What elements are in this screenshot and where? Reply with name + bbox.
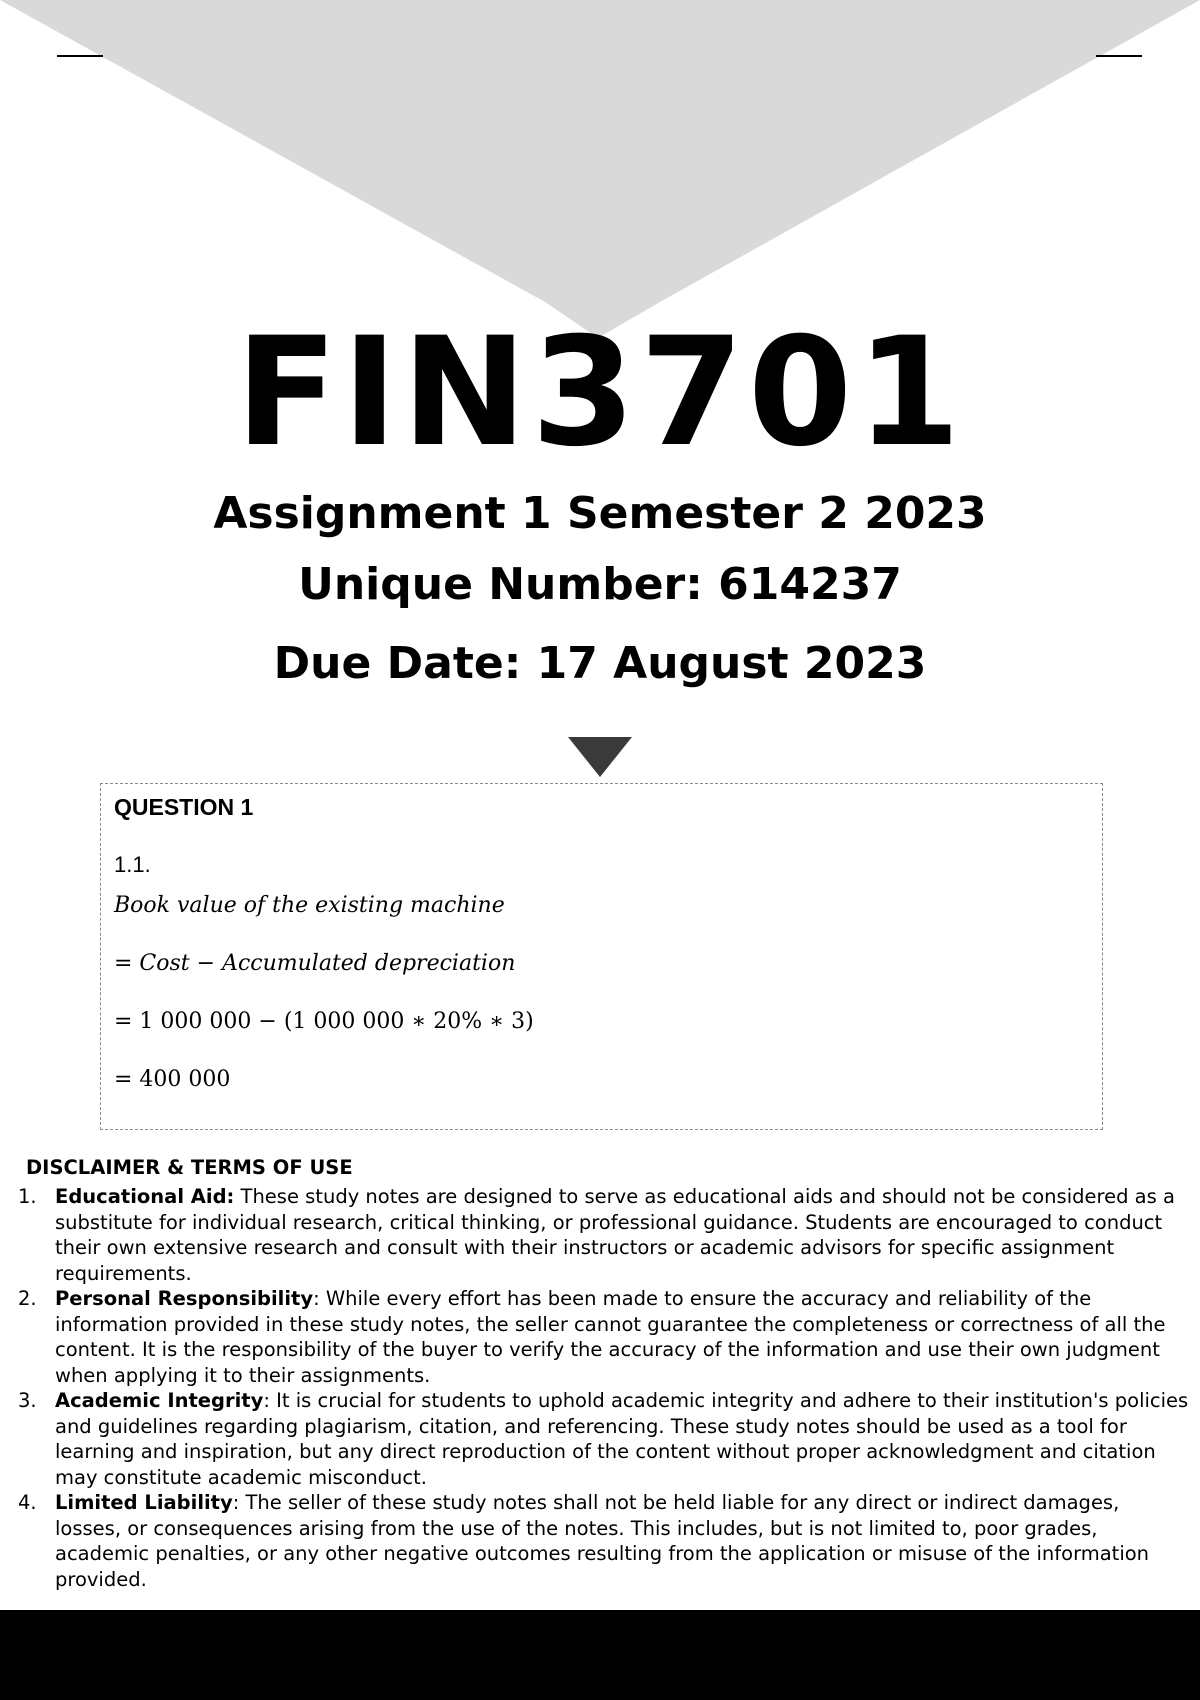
disclaimer-item-title: Personal Responsibility — [55, 1287, 314, 1310]
disclaimer-item — [0, 1490, 1200, 1592]
disclaimer-item-text: : It is crucial for students to uphold academic integrity and adhere to their institution's policies and guidelines regarding plagiarism, citation, and referencing. These study notes should be used as a tool for learning and inspiration, but any direct reproduction of the content without proper acknowledgment and citation may constitute academic misconduct. — [55, 1389, 1189, 1489]
corner-mark-right — [1096, 55, 1142, 57]
disclaimer-item-title: Limited Liability — [55, 1491, 233, 1514]
math-line: = Cost − Accumulated depreciation — [114, 951, 516, 976]
assignment-subtitle: Assignment 1 Semester 2 2023 — [213, 488, 987, 539]
disclaimer-item — [0, 1286, 1200, 1388]
unique-number: Unique Number: 614237 — [298, 559, 902, 610]
question-subnumber: 1.1. — [114, 852, 151, 877]
disclaimer-item-text: : The seller of these study notes shall not be held liable for any direct or indirect damages, losses, or consequences arising from the use of the notes. This includes, but is not limited to, poor grades, academic penalties, or any other negative outcomes resulting from the application or misuse of the information provided. — [55, 1491, 1150, 1591]
disclaimer-item-number: 2. — [18, 1287, 37, 1310]
disclaimer-title: DISCLAIMER & TERMS OF USE — [26, 1156, 353, 1179]
math-line: Book value of the existing machine — [114, 893, 505, 918]
disclaimer-item — [0, 1388, 1200, 1490]
disclaimer-item-number: 3. — [18, 1389, 37, 1412]
disclaimer-item-text: These study notes are designed to serve as educational aids and should not be considered as a substitute for individual research, critical thinking, or professional guidance. Students are encouraged to conduct their own extensive research and consult with their instructors or academic advisors for specific assignment requirements. — [55, 1185, 1175, 1285]
header-chevron-shape — [0, 0, 1200, 340]
disclaimer-item-title: Academic Integrity — [55, 1389, 264, 1412]
footer-bar — [0, 1610, 1200, 1700]
disclaimer-item-text: : While every effort has been made to ensure the accuracy and reliability of the information provided in these study notes, the seller cannot guarantee the completeness or correctness of all the content. It is the responsibility of the buyer to verify the accuracy of the information and use their own judgment when applying it to their assignments. — [55, 1287, 1166, 1387]
course-code-title: FIN3701 — [235, 306, 965, 480]
disclaimer-item-number: 1. — [18, 1185, 37, 1208]
disclaimer-list — [0, 1184, 1200, 1592]
question-heading: QUESTION 1 — [114, 794, 254, 820]
question-preview-box — [100, 783, 1103, 1130]
down-arrow-icon — [568, 737, 632, 777]
math-line: = 1 000 000 − (1 000 000 ∗ 20% ∗ 3) — [114, 1009, 534, 1034]
math-line: = 400 000 — [114, 1067, 231, 1092]
disclaimer-item-number: 4. — [18, 1491, 37, 1514]
disclaimer-item-title: Educational Aid: — [55, 1185, 235, 1208]
disclaimer-item — [0, 1184, 1200, 1286]
corner-mark-left — [57, 55, 103, 57]
due-date: Due Date: 17 August 2023 — [273, 638, 927, 689]
